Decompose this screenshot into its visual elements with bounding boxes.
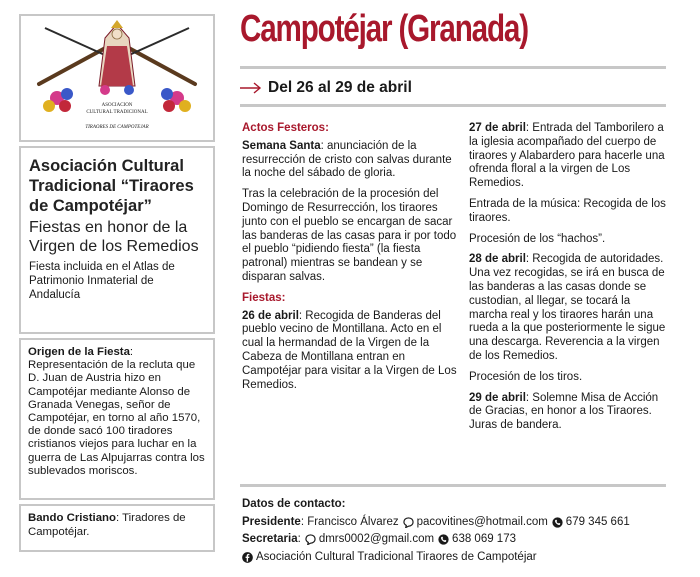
festival-dates: Del 26 al 29 de abril <box>268 79 412 96</box>
april-26-label: 26 de abril <box>242 309 299 322</box>
logo-line-2: CULTURAL TRADICIONAL <box>86 110 148 115</box>
april-26-paragraph <box>242 310 460 393</box>
secretary-separator: : <box>297 533 301 545</box>
facebook-link[interactable]: Asociación Cultural Tradicional Tiraores de Campotéjar <box>256 550 537 563</box>
april-29-paragraph <box>469 392 667 433</box>
phone-icon <box>438 534 449 545</box>
chat-bubble-icon <box>305 534 316 545</box>
contact-divider <box>240 484 666 487</box>
president-name: : Francisco Álvarez <box>300 515 399 528</box>
events-column-left <box>242 122 460 399</box>
logo-line-1: ASOCIACION <box>101 103 133 108</box>
president-label: Presidente <box>242 515 301 528</box>
dates-divider <box>240 104 666 107</box>
facebook-row <box>242 549 672 567</box>
origin-text: : Representación de la recluta que D. Juan de Austria hizo en Campotéjar mediante Alonso de Granada Venegas, señor de Campotéjar, en torno al año 1570, de donde sacó 100 tiradores cristianos viejos para luchar en la guerra de Las Alpujarras contra los sublevados moriscos. <box>28 346 205 477</box>
heritage-note: Fiesta incluida en el Atlas de Patrimonio Inmaterial de Andalucía <box>29 261 175 301</box>
semana-santa-text: : anunciación de la resurrección de cristo con salvas durante la noche del sábado de gloria. <box>242 139 452 180</box>
logo-line-3: TIRAORES DE CAMPOTEJAR <box>85 125 149 130</box>
president-phone-link[interactable]: 679 345 661 <box>565 515 630 528</box>
bando-box <box>19 504 215 552</box>
organization-box <box>19 146 215 334</box>
bando-label: Bando Cristiano <box>28 512 116 524</box>
secretary-label: Secretaria <box>242 533 298 545</box>
page-title <box>240 8 528 51</box>
actos-heading: Actos Festeros: <box>242 122 329 134</box>
secretary-phone-link[interactable]: 638 069 173 <box>452 533 516 545</box>
april-26-text: : Recogida de Banderas del pueblo vecino de Montillana. Acto en el cual la hermandad de la Virgen de la Cabeza de Montillana entran en Campotéjar para visitar a la Virgen de Los Remedios. <box>242 309 457 391</box>
dates-row <box>240 76 412 100</box>
association-logo <box>19 14 215 142</box>
chat-bubble-icon <box>403 517 414 528</box>
april-28-paragraph <box>469 253 667 363</box>
april-27-text: : Entrada del Tamborilero a la iglesia acompañado del cuerpo de tiraores y Alabardero para hacerle una ofrenda floral a la virgen de Los Remedios. <box>469 122 665 190</box>
april-29-label: 29 de abril <box>469 391 526 404</box>
bando-text: : Tiradores de Campotéjar. <box>28 512 186 538</box>
secretary-email-link[interactable]: dmrs0002@gmail.com <box>318 533 435 545</box>
secretary-row <box>242 531 672 549</box>
tiros-paragraph: Procesión de los tiros. <box>469 370 583 383</box>
origin-label: Origen de la Fiesta <box>28 346 130 358</box>
musica-paragraph: Entrada de la música: Recogida de los tiraores. <box>469 197 666 224</box>
contact-section <box>242 496 672 566</box>
april-27-label: 27 de abril <box>469 122 526 134</box>
title-divider <box>240 66 666 69</box>
arrow-right-icon <box>240 82 262 94</box>
logo-illustration <box>21 16 213 140</box>
phone-icon <box>552 517 563 528</box>
organization-title: Asociación Cultural Tradicional “Tiraores de Campotéjar” <box>29 157 194 215</box>
april-28-text: : Recogida de autoridades. Una vez recogidas, se irá en busca de las banderas a las casas donde se custodian, al llegar, se tocará la marcha real y los tiraores harán una rueda a la que posteriormente le sigue una descarga. Reverencia a la virgen de los Remedios. <box>469 253 666 362</box>
facebook-icon <box>242 552 253 563</box>
contact-heading-row <box>242 496 672 514</box>
title-province: (Granada) <box>398 8 528 50</box>
april-28-label: 28 de abril <box>469 253 526 266</box>
semana-santa-paragraph <box>242 140 460 181</box>
contact-heading: Datos de contacto: <box>242 498 346 510</box>
hachos-paragraph: Procesión de los “hachos”. <box>469 232 606 245</box>
semana-santa-label: Semana Santa <box>242 139 321 152</box>
title-town: Campotéjar <box>240 8 399 50</box>
april-27-paragraph <box>469 122 667 191</box>
fiestas-heading: Fiestas: <box>242 291 286 304</box>
president-row <box>242 514 672 532</box>
left-column <box>19 14 215 552</box>
april-29-text: : Solemne Misa de Acción de Gracias, en honor a los Tiraores. Juras de bandera. <box>469 391 659 432</box>
resurrection-paragraph: Tras la celebración de la procesión del Domingo de Resurrección, los tiraores junto con el pueblo se encargan de sacar las banderas de las casas para ir por todo el pueblo “pidiendo fiesta” (la fiesta patronal) mientras se bandean y se disparan salvas. <box>242 188 457 283</box>
origin-box <box>19 338 215 500</box>
organization-subtitle: Fiestas en honor de la Virgen de los Remedios <box>29 219 199 255</box>
events-column-right <box>469 122 667 440</box>
president-email-link[interactable]: pacovitines@hotmail.com <box>416 515 548 528</box>
